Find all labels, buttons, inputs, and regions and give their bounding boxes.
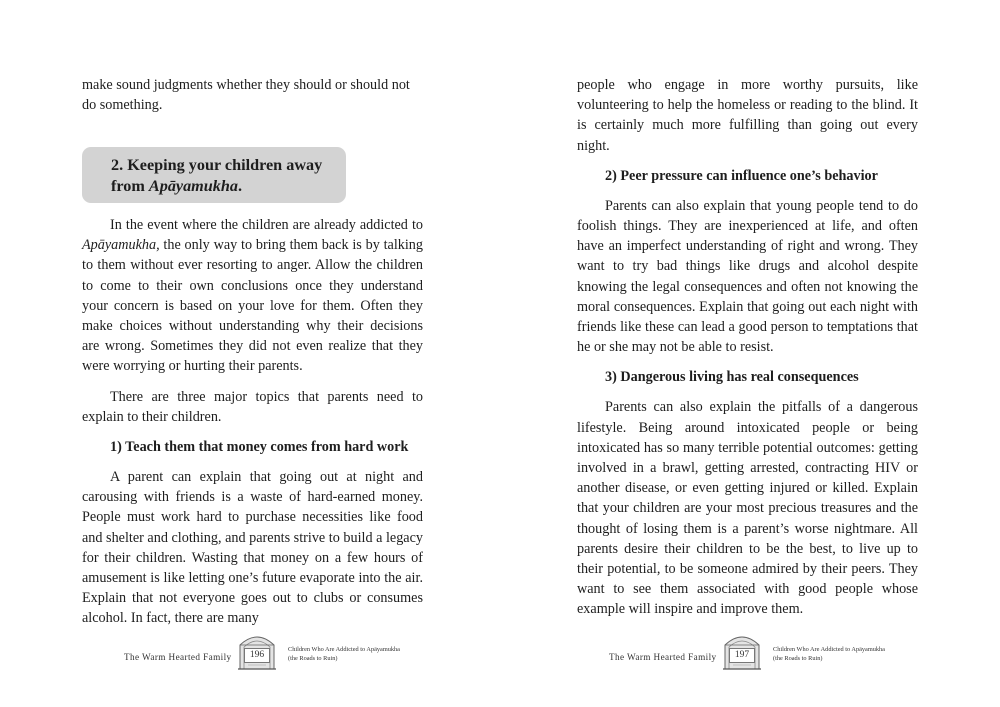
left-body [82, 215, 423, 629]
left-continuation-paragraph: make sound judgments whether they should or should not do something. [82, 77, 410, 114]
section-heading-line1: 2. Keeping your children away [111, 156, 323, 174]
paragraph-topics: There are three major topics that parents need to explain to their children. [82, 388, 423, 425]
footer-book-title: The Warm Hearted Family [609, 652, 717, 662]
paragraph-event: In the event where the children are already addicted to Apāyamukha, the only way to bring them back is by talking to them without ever resorting to anger. Allow the children to come to their own conclusions once they understand your concern is based on your love for them. Often they make choices without understanding why their decisions are wrong. Sometimes they did not even realize that they were worrying or hurting their parents. [82, 217, 423, 375]
subheading-money: 1) Teach them that money comes from hard work [110, 439, 409, 456]
section-heading-line2: from Apāyamukha. [111, 177, 243, 195]
paragraph-danger: Parents can also explain the pitfalls of a dangerous lifestyle. Being around intoxicated people or being intoxicated has so many terrible potential outcomes: getting involved in a brawl, getting arrested, contracting HIV or another disease, or even getting injured or killed. Explain that your children are your most precious treasures and the thought of losing them is a parent’s worse nightmare. All parents desire their children to be the best, to live up to their potential, to be someone admired by their peers. They want to see them associated with good people whose example will inspire and improve them. [577, 399, 918, 618]
subheading-dangerous-living: 3) Dangerous living has real consequences [605, 369, 859, 386]
right-page [500, 0, 1000, 707]
paragraph-peer: Parents can also explain that young people tend to do foolish things. They are inexperienced at life, and often have an imperfect understanding of right and wrong. They want to try bad things like drugs and alcohol despite knowing the legal consequences and often not knowing the moral consequences. Explain that going out each night with friends like these can lead a good person to temptations that he or she may not be able to resist. [577, 197, 918, 356]
left-footer [120, 631, 420, 671]
footer-book-title: The Warm Hearted Family [124, 652, 232, 662]
footer-chapter-title: Children Who Are Addicted to Apāyamukha (the Roads to Ruin) [773, 646, 885, 662]
right-footer [605, 631, 905, 671]
footer-chapter-title: Children Who Are Addicted to Apāyamukha (the Roads to Ruin) [288, 646, 400, 662]
paragraph-continuation: people who engage in more worthy pursuits, like volunteering to help the homeless or reading to the blind. It is certainly much more fulfilling than going out every night. [577, 77, 918, 154]
subheading-peer-pressure: 2) Peer pressure can influence one’s behavior [605, 167, 878, 184]
right-body [577, 75, 918, 620]
page-number: 196 [244, 648, 270, 663]
page-number: 197 [729, 648, 755, 663]
section-heading-box [82, 147, 346, 203]
paragraph-money: A parent can explain that going out at night and carousing with friends is a waste of hard-earned money. People must work hard to purchase necessities like food and shelter and clothing, and parents strive to build a legacy for their children. Wasting that money on a few hours of amusement is like letting one’s future evaporate into the air. Explain that not everyone goes out to clubs or consumes alcohol. In fact, there are many [82, 469, 423, 627]
